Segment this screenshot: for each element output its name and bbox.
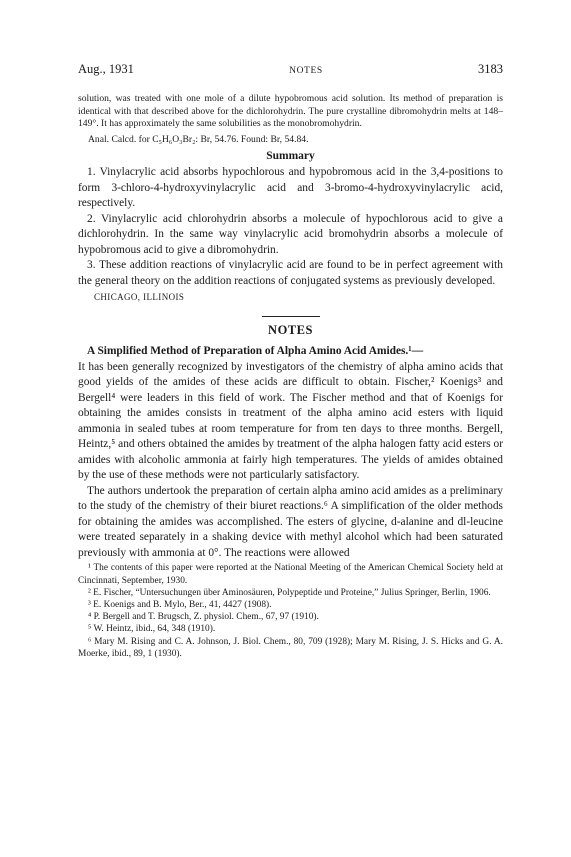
summary-heading: Summary bbox=[266, 150, 315, 163]
footnotes bbox=[78, 562, 503, 660]
location-line: CHICAGO, ILLINOIS bbox=[94, 292, 185, 303]
footnote-1: ¹ The contents of this paper were reported at the National Meeting of the American Chemical Society held at Cincinnati, September, 1930. bbox=[78, 563, 503, 586]
summary-item-1: 1. Vinylacrylic acid absorbs hypochlorous and hypobromous acid in the 3,4-positions to form 3-chloro-4-hydroxyvinylacrylic acid and 3-bromo-4-hydroxyvinylacrylic acid, respectively. bbox=[78, 166, 503, 210]
header-page-number: 3183 bbox=[478, 62, 503, 76]
footnote-6: ⁶ Mary M. Rising and C. A. Johnson, J. Biol. Chem., 80, 709 (1928); Mary M. Rising, J. S. Hicks and G. A. Moerke, ibid., 89, 1 (1930). bbox=[78, 636, 503, 659]
note-paragraph-2: The authors undertook the preparation of certain alpha amino acid amides as a preliminary to the study of the chemistry of their biuret reactions.⁶ A simplification of the older methods for obtaining the amides was accomplished. The esters of glycine, d-alanine and dl-leucine were treated separately in a shaking device with methyl alcohol which had been saturated previously with ammonia at 0°. The reactions were allowed bbox=[78, 484, 503, 559]
footnote-5: ⁵ W. Heintz, ibid., 64, 348 (1910). bbox=[88, 624, 216, 635]
footnote-2: ² E. Fischer, “Untersuchungen über Aminosäuren, Polypeptide und Proteine,” Julius Springer, Berlin, 1906. bbox=[88, 587, 491, 598]
summary-item-2: 2. Vinylacrylic acid chlorohydrin absorbs a molecule of hypochlorous acid to give a dichlorohydrin. In the same way vinylacrylic acid bromohydrin absorbs a molecule of hypobromous acid to give a dibromohydrin. bbox=[78, 212, 503, 256]
header-date: Aug., 1931 bbox=[78, 62, 134, 76]
note-paragraph-1: It has been generally recognized by investigators of the chemistry of alpha amino acids that good yields of the amides of these acids are difficult to obtain. Fischer,² Koenigs³ and Bergell⁴ were leaders in this field of work. The Fischer method and that of Koenigs for obtaining the amides consists in treatment of the alpha amino acid esters with liquid ammonia in sealed tubes at room temperature for from ten days to three months. Bergell, Heintz,⁵ and others obtained the amides by treatment of the alpha halogen fatty acid esters or amides with alcoholic ammonia at fairly high temperatures. The yields of amides obtained by the use of these methods were not particularly satisfactory. bbox=[78, 360, 503, 482]
footnote-3: ³ E. Koenigs and B. Mylo, Ber., 41, 4427 (1908). bbox=[88, 599, 272, 610]
analysis-line: Anal. Calcd. for C₅H₆O₃Br₂: Br, 54.76. Found: Br, 54.84. bbox=[88, 133, 309, 145]
journal-page bbox=[78, 62, 503, 660]
header-running-title: NOTES bbox=[289, 66, 323, 76]
continued-paragraph: solution, was treated with one mole of a dilute hypobromous acid solution. Its method of preparation is identical with that described above for the dichlorohydrin. The pure crystalline dibromohydrin melts at 148–149°. It has approximately the same solubilities as the monobromohydrin. bbox=[78, 93, 503, 130]
note-title: A Simplified Method of Preparation of Alpha Amino Acid Amides.¹— bbox=[87, 345, 424, 358]
section-divider bbox=[262, 316, 320, 317]
notes-heading: NOTES bbox=[268, 323, 313, 338]
summary-item-3: 3. These addition reactions of vinylacrylic acid are found to be in perfect agreement with the general theory on the addition reactions of conjugated systems as previously developed. bbox=[78, 259, 503, 287]
page-header bbox=[78, 62, 503, 77]
footnote-4: ⁴ P. Bergell and T. Brugsch, Z. physiol. Chem., 67, 97 (1910). bbox=[88, 612, 319, 623]
